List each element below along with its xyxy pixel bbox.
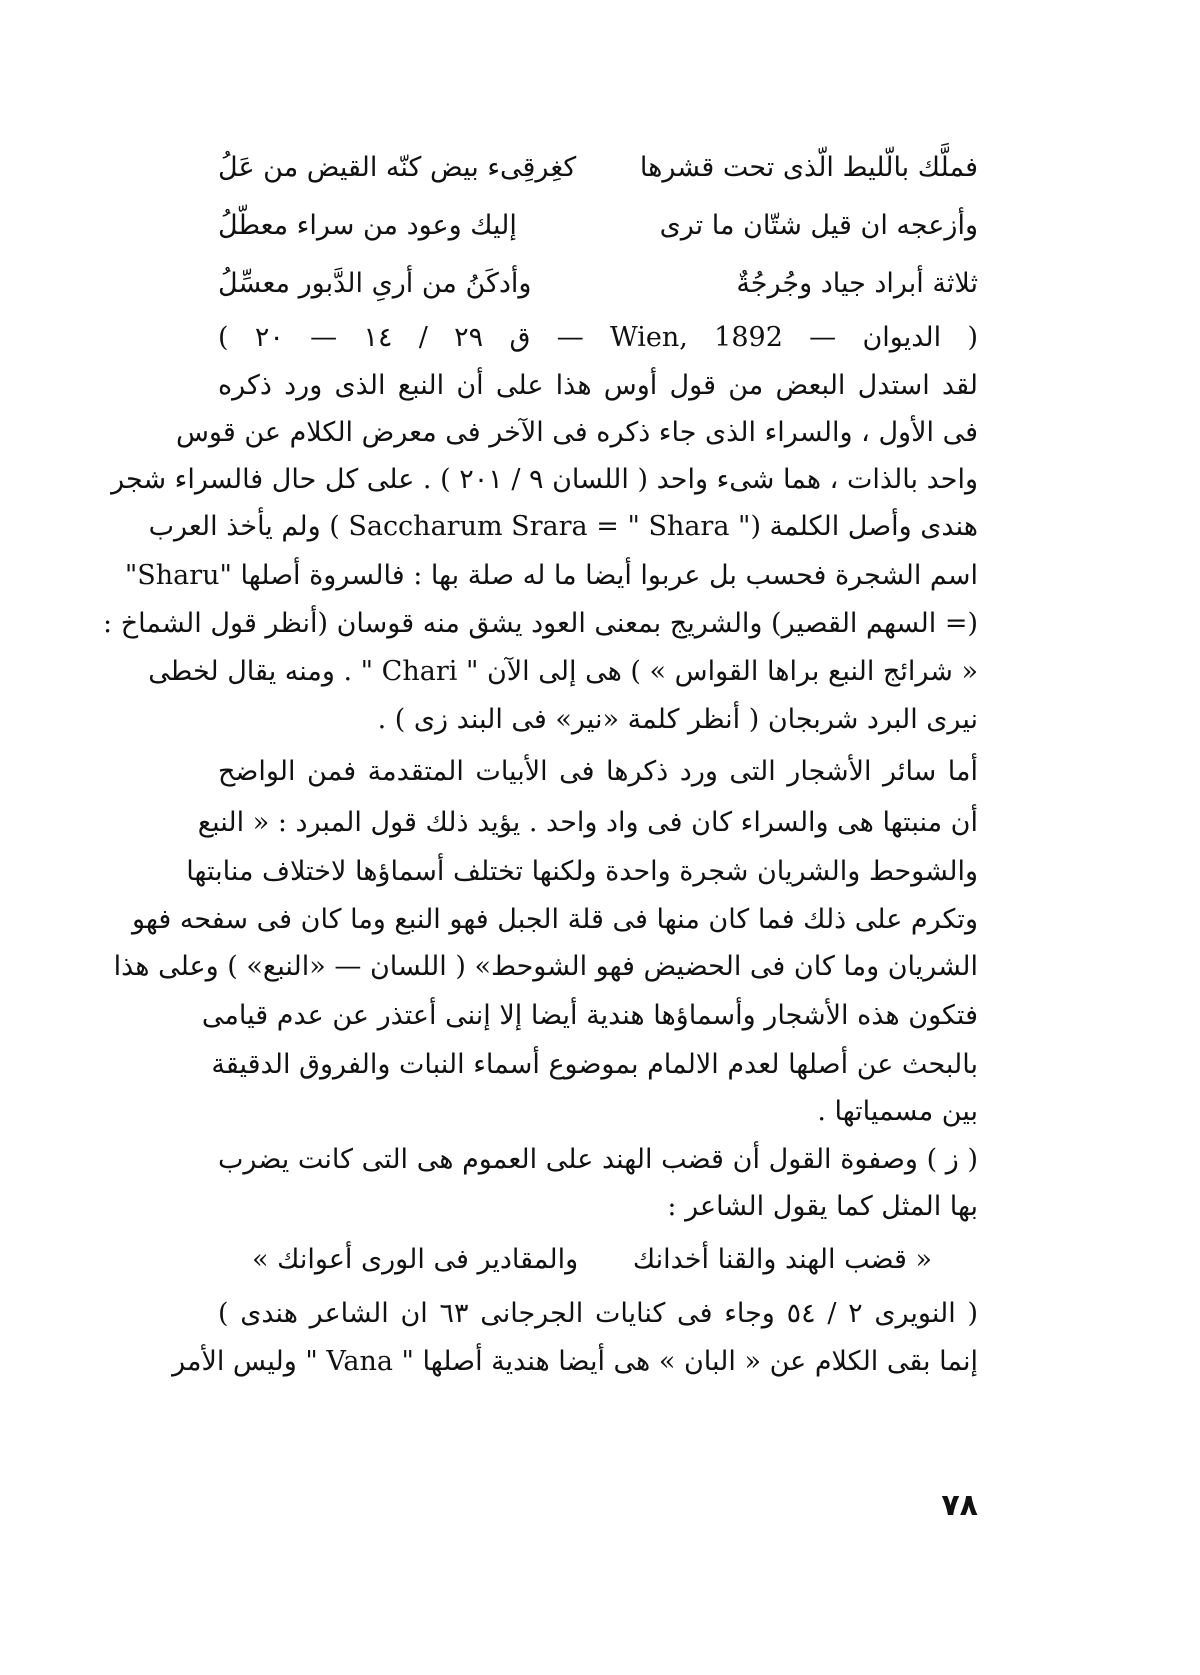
paragraph-2-line: بين مسمياتها . xyxy=(817,1096,978,1127)
paragraph-1-line: واحد بالذات ، هما شىء واحد ( اللسان ٩ / ٢٠١ ) . على كل حال فالسراء شجر xyxy=(111,464,978,495)
page-number: ٧٨ xyxy=(941,1488,978,1523)
verse-line-3 xyxy=(218,264,978,304)
verse-hemistich-first: فملَّك بالّليط الّذى تحت قشرها xyxy=(639,152,978,183)
verse-hemistich-second: وأدكَنُ من أرىِ الدَّبور معسِّلُ xyxy=(218,268,532,299)
verse-line-2 xyxy=(218,206,978,246)
paragraph-2-line: الشريان وما كان فى الحضيض فهو الشوحط» ( اللسان — «النبع» ) وعلى هذا xyxy=(113,951,978,982)
quoted-verse xyxy=(252,1240,932,1280)
paragraph-2-line: أن منبتها هى والسراء كان فى واد واحد . يؤيد ذلك قول المبرد : « النبع xyxy=(197,807,978,838)
verse-hemistich-second: إليك وعود من سراء معطّلُ xyxy=(218,210,517,241)
verse-hemistich-first: وأزعجه ان قيل شتّان ما ترى xyxy=(659,210,978,241)
paragraph-3-line: ( ز ) وصفوة القول أن قضب الهند على العموم هى التى كانت يضرب xyxy=(218,1144,978,1175)
paragraph-1-line: هندى وأصل الكلمة (" Saccharum Srara = " Shara ) ولم يأخذ العرب xyxy=(148,511,978,542)
paragraph-2-line: وتكرم على ذلك فما كان منها فى قلة الجبل فهو النبع وما كان فى سفحه فهو xyxy=(131,904,978,935)
paragraph-2-line: بالبحث عن أصلها لعدم الالمام بموضوع أسماء النبات والفروق الدقيقة xyxy=(211,1049,978,1080)
paragraph-2-line: أما سائر الأشجار التى ورد ذكرها فى الأبيات المتقدمة فمن الواضح xyxy=(218,756,978,787)
paragraph-4-line: ( النويرى ٢ / ٥٤ وجاء فى كنايات الجرجانى ٦٣ ان الشاعر هندى ) xyxy=(218,1298,979,1329)
paragraph-1-line: لقد استدل البعض من قول أوس هذا على أن النبع الذى ورد ذكره xyxy=(218,370,978,401)
paragraph-1-line: (= السهم القصير) والشريج بمعنى العود يشق منه قوسان (أنظر قول الشماخ : xyxy=(103,608,978,639)
paragraph-1-line: « شرائج النبع براها القواس » ) هى إلى الآن " Chari " . ومنه يقال لخطى xyxy=(148,656,978,687)
paragraph-4-line: إنما بقى الكلام عن « البان » هى أيضا هندية أصلها " Vana " وليس الأمر xyxy=(172,1346,978,1377)
paragraph-1-line: نيرى البرد شربجان ( أنظر كلمة «نير» فى البند زى ) . xyxy=(377,704,978,735)
verse-hemistich-second: والمقادير فى الورى أعوانك » xyxy=(252,1244,579,1275)
verse-hemistich-first: « قضب الهند والقنا أخدانك xyxy=(632,1244,932,1275)
paragraph-2-line: والشوحط والشريان شجرة واحدة ولكنها تختلف أسماؤها لاختلاف منابتها xyxy=(186,856,978,887)
verse-hemistich-first: ثلاثة أبراد جياد وجُرجُةٌ xyxy=(736,268,978,299)
paragraph-2-line: فتكون هذه الأشجار وأسماؤها هندية أيضا إلا إننى أعتذر عن عدم قيامى xyxy=(201,1000,978,1031)
verse-hemistich-second: كغِرقِىء بيض كنّه القيض من عَلُ xyxy=(218,152,577,183)
paragraph-3-line: بها المثل كما يقول الشاعر : xyxy=(667,1191,978,1222)
verse-citation: ( الديوان — Wien, 1892 — ق ٢٩ / ١٤ — ٢٠ ) xyxy=(218,322,978,353)
paragraph-1-line: فى الأول ، والسراء الذى جاء ذكره فى الآخر فى معرض الكلام عن قوس xyxy=(175,417,978,448)
paragraph-1-line: اسم الشجرة فحسب بل عربوا أيضا ما له صلة بها : فالسروة أصلها "Sharu" xyxy=(124,560,978,591)
verse-line-1 xyxy=(218,148,978,188)
